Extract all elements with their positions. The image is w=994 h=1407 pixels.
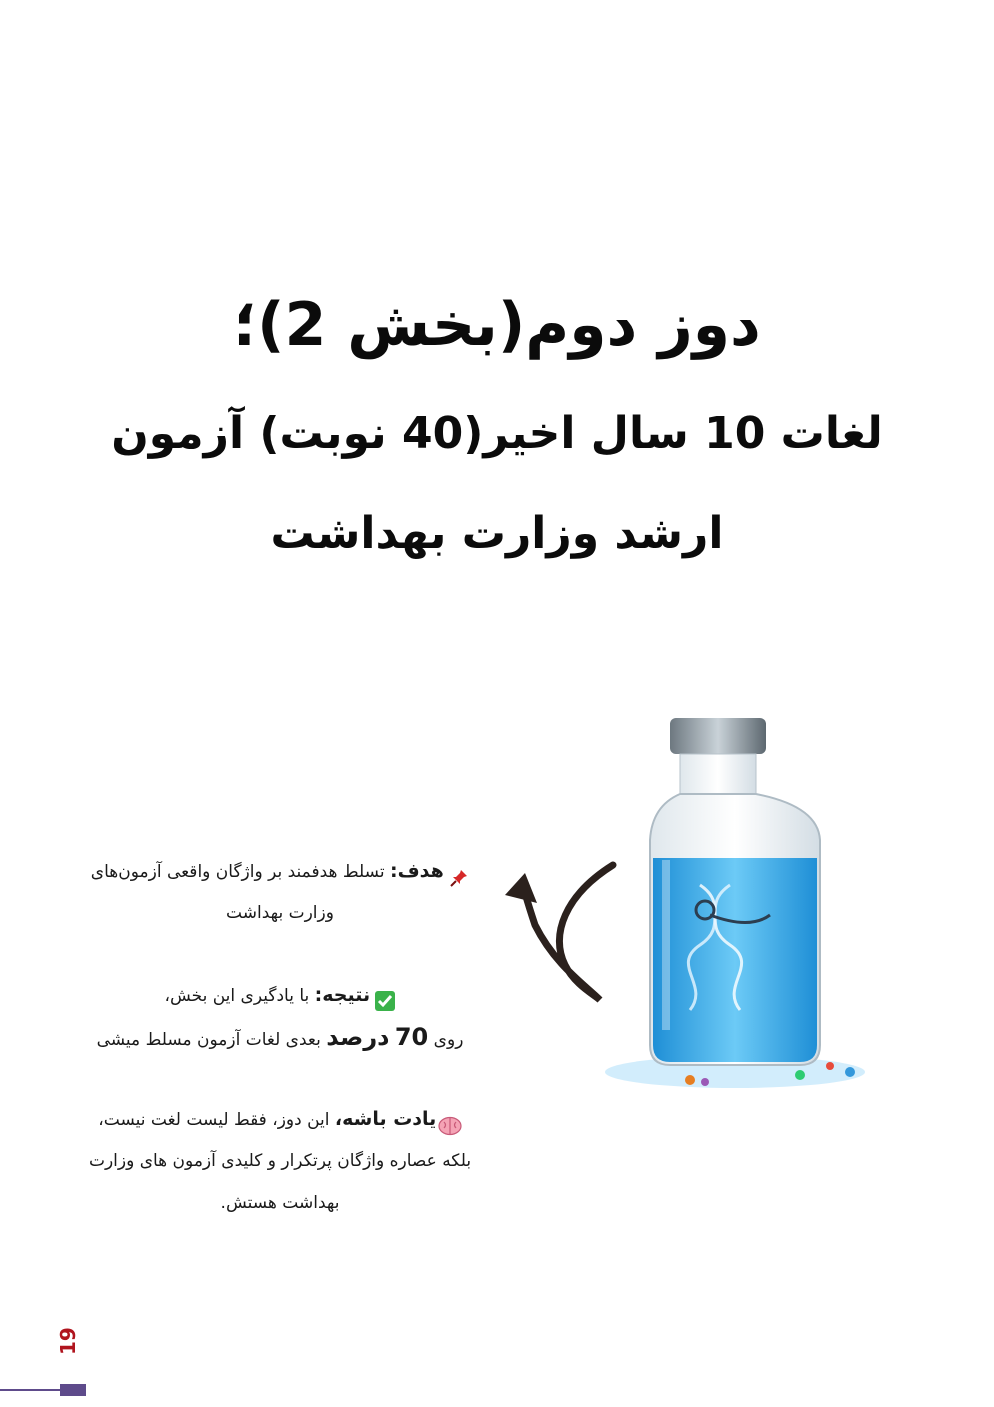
page-title: دوز دوم(بخش 2)؛ [233,290,761,360]
pushpin-icon [449,862,469,882]
subtitle-line-2: ارشد وزارت بهداشت [270,508,724,559]
result-prefix: روی [433,1030,464,1050]
check-mark-icon [376,986,396,1006]
vaccine-vial-image [600,710,870,1110]
result-suffix: بعدی لغات آزمون مسلط میشی [96,1030,321,1050]
remember-line-2 [60,1140,500,1182]
page-number: 19 [56,1327,80,1355]
remember-line [60,1098,500,1140]
subtitle-line-1: لغات 10 سال اخیر(40 نوبت) آزمون [111,408,883,459]
page-number-bar [0,1384,86,1396]
goal-label: هدف: [389,860,444,882]
title-block [0,280,994,584]
result-line [60,974,500,1016]
result-text: با یادگیری این بخش، [164,986,310,1006]
goal-line-2 [60,892,500,934]
goal-text-2: وزارت بهداشت [226,903,334,923]
remember-text-2: بلکه عصاره واژگان پرتکرار و کلیدی آزمون های وزارت [88,1151,472,1171]
goal-text: تسلط هدفمند بر واژگان واقعی آزمون‌های [90,862,385,882]
brain-icon [442,1110,462,1130]
info-text-block [60,850,500,1224]
result-line-2 [60,1016,500,1058]
result-percent-number: 70 [394,1023,429,1051]
remember-text-3: بهداشت هستش. [220,1193,340,1213]
remember-text: این دوز، فقط لیست لغت نیست، [98,1110,330,1130]
result-percent-word: درصد [326,1023,390,1051]
remember-line-3 [60,1182,500,1224]
remember-label: یادت باشه، [334,1108,437,1130]
result-label: نتیجه: [314,984,371,1006]
goal-line [60,850,500,892]
